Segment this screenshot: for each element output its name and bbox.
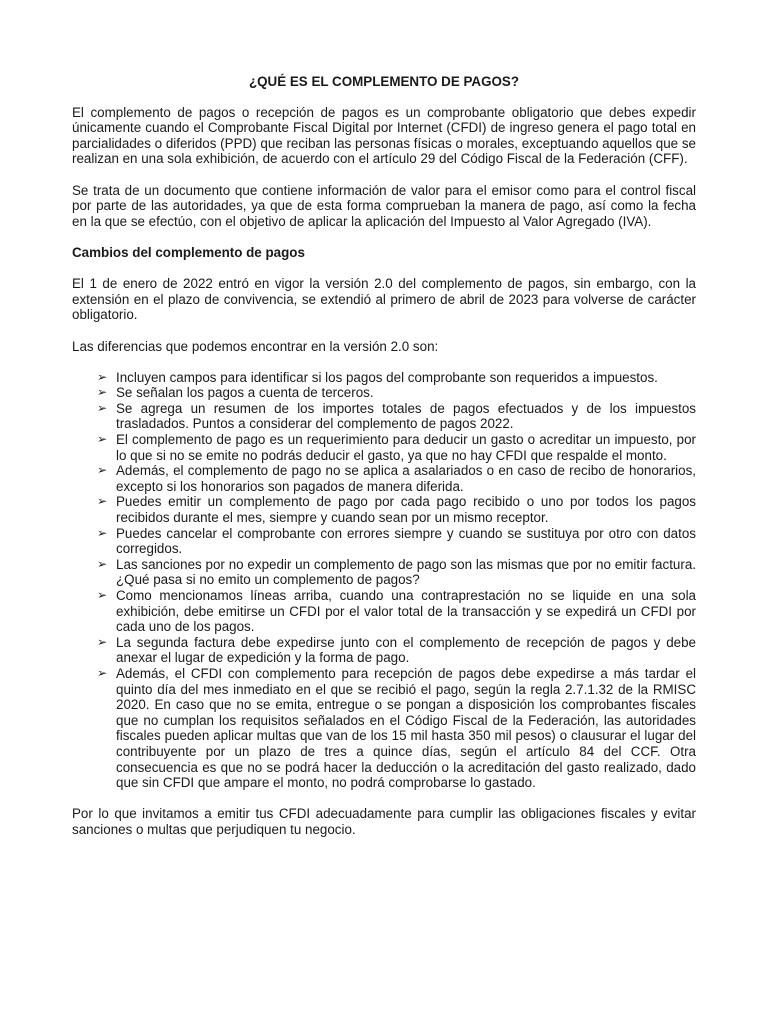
list-item	[72, 385, 696, 401]
list-item-text: La segunda factura debe expedirse junto con el complemento de recepción de pagos y debe anexar el lugar de expedición y la forma de pago.	[116, 634, 696, 666]
arrow-bullet-icon: ➢	[97, 525, 108, 540]
document-title: ¿QUÉ ES EL COMPLEMENTO DE PAGOS?	[248, 74, 520, 89]
section-heading: Cambios del complemento de pagos	[72, 244, 305, 260]
arrow-bullet-icon: ➢	[97, 463, 108, 478]
list-item	[72, 557, 696, 588]
section-paragraph-2: Las diferencias que podemos encontrar en la versión 2.0 son:	[72, 338, 439, 354]
list-item-text: Se agrega un resumen de los importes totales de pagos efectuados y de los impuestos trasladados. Puntos a considerar del complemento de pagos 2022.	[116, 400, 696, 432]
list-item-text: Las sanciones por no expedir un complemento de pago son las mismas que por no emitir factura. ¿Qué pasa si no emito un complemento de pagos?	[116, 556, 696, 588]
list-item	[72, 635, 696, 666]
list-item	[72, 370, 696, 386]
arrow-bullet-icon: ➢	[97, 634, 108, 649]
list-item-text: Además, el CFDI con complemento para recepción de pagos debe expedirse a más tardar el quinto día del mes inmediato en el que se recibió el pago, según la regla 2.7.1.32 de la RMISC 2020. En caso que no se emita, entregue o se pongan a disposición los comprobantes fiscales que no cumplan los requisitos señalados en el Código Fiscal de la Federación, las autoridades fiscales pueden aplicar multas que van de los 15 mil hasta 350 mil pesos) o clausurar el lugar del contribuyente por un plazo de tres a quince días, según el artículo 84 del CCF. Otra consecuencia es que no se podrá hacer la deducción o la acreditación del gasto realizado, dado que sin CFDI que ampare el monto, no podrá comprobarse lo gastado.	[116, 665, 696, 791]
list-item	[72, 432, 696, 463]
arrow-bullet-icon: ➢	[97, 385, 108, 400]
list-item-text: El complemento de pago es un requerimiento para deducir un gasto o acreditar un impuesto, por lo que si no se emite no podrás deducir el gasto, ya que no hay CFDI que respalde el monto.	[116, 432, 696, 463]
arrow-bullet-icon: ➢	[97, 588, 108, 602]
document-page	[72, 74, 696, 853]
list-item-text: Incluyen campos para identificar si los pagos del comprobante son requeridos a impuestos.	[116, 369, 658, 385]
intro-paragraph-1: El complemento de pagos o recepción de pagos es un comprobante obligatorio que debes expedir únicamente cuando el Comprobante Fiscal Digital por Internet (CFDI) de ingreso genera el pago total en parcialidades o diferidos (PPD) que reciban las personas físicas o morales, exceptuando aquellos que se realizan en una sola exhibición, de acuerdo con el artículo 29 del Código Fiscal de la Federación (CFF).	[72, 104, 696, 167]
arrow-bullet-icon: ➢	[97, 494, 108, 509]
list-item	[72, 666, 696, 791]
arrow-bullet-icon: ➢	[97, 369, 108, 384]
list-item-text: Puedes cancelar el comprobante con errores siempre y cuando se sustituya por otro con datos corregidos.	[116, 525, 696, 557]
arrow-bullet-icon: ➢	[97, 400, 108, 415]
arrow-bullet-icon: ➢	[97, 432, 108, 447]
list-item	[72, 401, 696, 432]
arrow-bullet-icon: ➢	[97, 556, 108, 571]
section-paragraph-1: El 1 de enero de 2022 entró en vigor la versión 2.0 del complemento de pagos, sin embargo, con la extensión en el plazo de convivencia, se extendió al primero de abril de 2023 para volverse de carácter obligatorio.	[72, 276, 696, 323]
list-item-text: Puedes emitir un complemento de pago por cada pago recibido o uno por todos los pagos recibidos durante el mes, siempre y cuando sean por un mismo receptor.	[116, 494, 696, 526]
list-item	[72, 526, 696, 557]
list-item-text: Como mencionamos líneas arriba, cuando una contraprestación no se liquide en una sola exhibición, debe emitirse un CFDI por el valor total de la transacción y se expedirá un CFDI por cada uno de los pagos.	[116, 588, 696, 635]
arrow-bullet-icon: ➢	[97, 665, 108, 680]
closing-paragraph: Por lo que invitamos a emitir tus CFDI adecuadamente para cumplir las obligaciones fiscales y evitar sanciones o multas que perjudiquen tu negocio.	[72, 806, 696, 837]
differences-list	[72, 370, 696, 791]
list-item	[72, 588, 696, 635]
intro-paragraph-2: Se trata de un documento que contiene información de valor para el emisor como para el control fiscal por parte de las autoridades, ya que de esta forma comprueban la manera de pago, así como la fecha en la que se efectúo, con el objetivo de aplicar la aplicación del Impuesto al Valor Agregado (IVA).	[72, 182, 696, 229]
list-item	[72, 463, 696, 494]
list-item-text: Se señalan los pagos a cuenta de terceros.	[116, 385, 374, 401]
list-item	[72, 494, 696, 525]
list-item-text: Además, el complemento de pago no se aplica a asalariados o en caso de recibo de honorarios, excepto si los honorarios son pagados de manera diferida.	[116, 463, 696, 494]
